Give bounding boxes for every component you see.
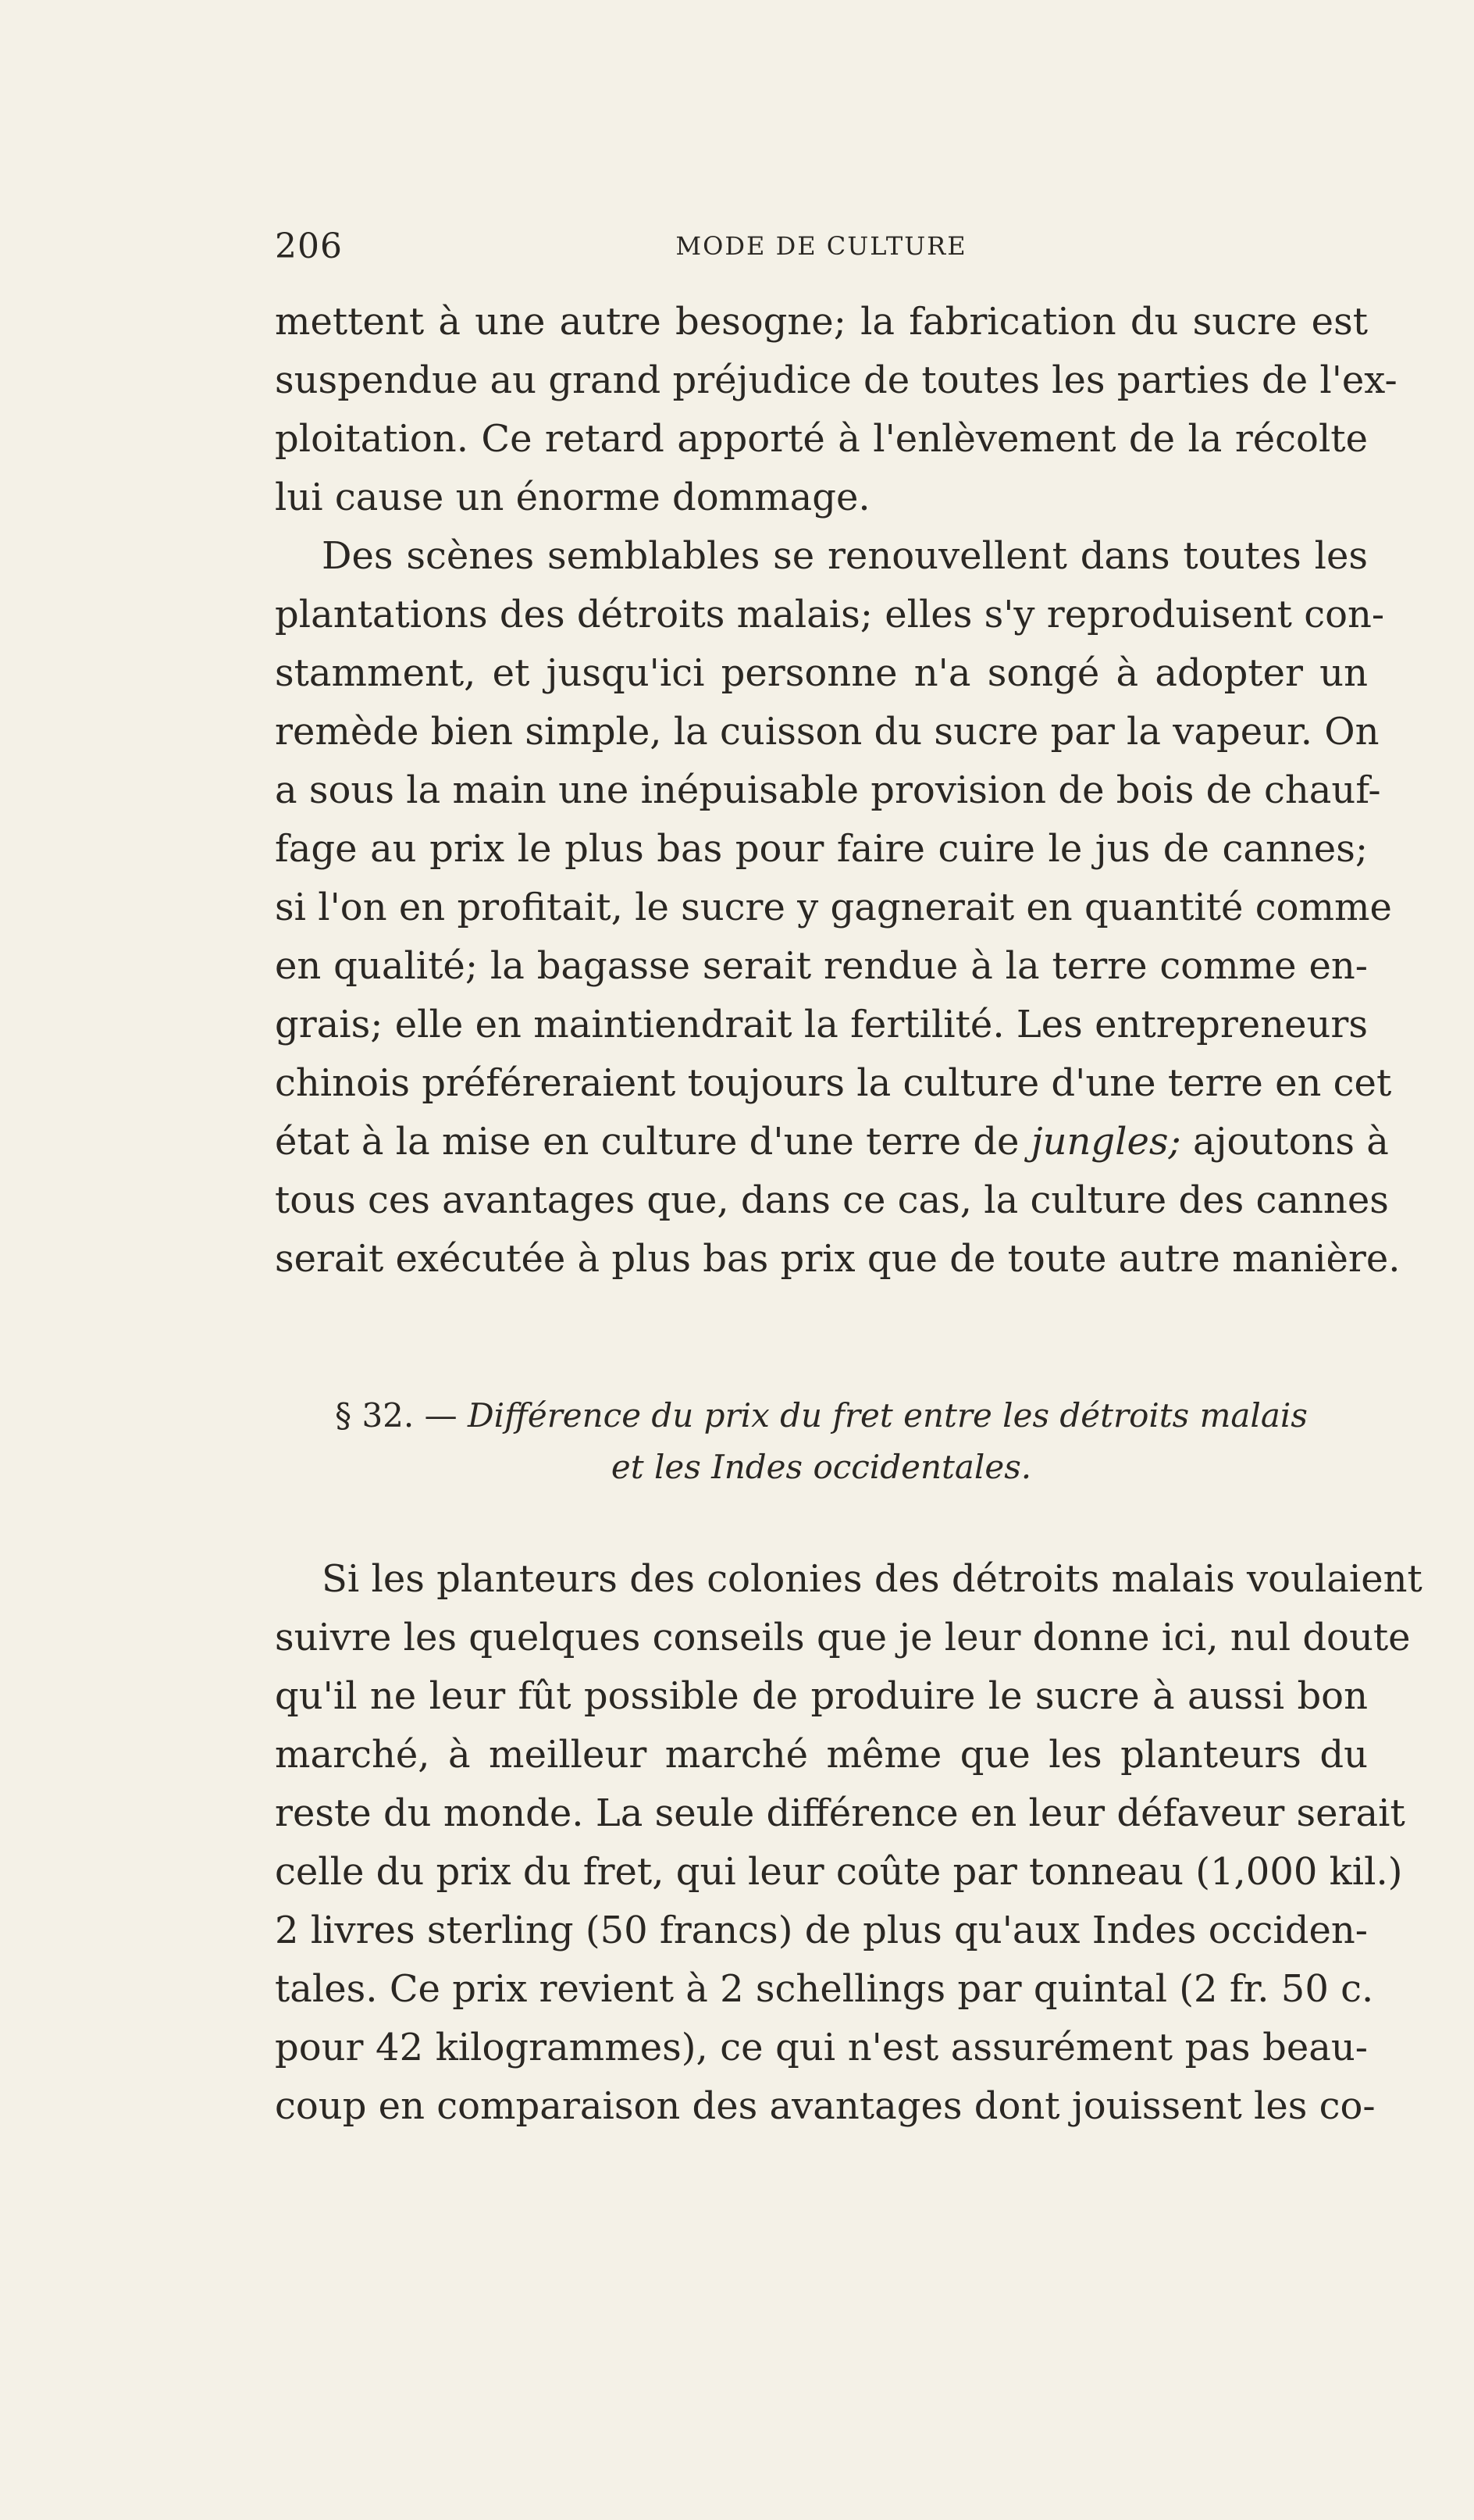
section-title-part-2: et les Indes occidentales.	[611, 1448, 1032, 1486]
text-line: marché, à meilleur marché même que les planteurs du	[275, 1733, 1368, 1777]
text-line: qu'il ne leur fût possible de produire le sucre à aussi bon	[275, 1674, 1368, 1718]
text-line: a sous la main une inépuisable provision de bois de chauf-	[275, 768, 1381, 812]
text-line: lui cause un énorme dommage.	[275, 476, 871, 519]
text-segment: ajoutons à	[1180, 1120, 1389, 1164]
italic-word: jungles;	[1031, 1120, 1181, 1164]
text-line: celle du prix du fret, qui leur coûte par tonneau (1,000 kil.)	[275, 1850, 1403, 1894]
text-segment: état à la mise en culture d'une terre de	[275, 1120, 1031, 1164]
text-line: mettent à une autre besogne; la fabrication du sucre est	[275, 300, 1368, 344]
text-line: en qualité; la bagasse serait rendue à la terre comme en-	[275, 944, 1368, 988]
text-line: tales. Ce prix revient à 2 schellings par quintal (2 fr. 50 c.	[275, 1967, 1374, 2011]
section-heading	[275, 1390, 1368, 1493]
text-line: reste du monde. La seule différence en leur défaveur serait	[275, 1791, 1405, 1835]
text-line: tous ces avantages que, dans ce cas, la culture des cannes	[275, 1178, 1389, 1222]
text-line: chinois préféreraient toujours la culture d'une terre en cet	[275, 1061, 1392, 1105]
section-number: § 32. —	[335, 1396, 458, 1435]
text-line: serait exécutée à plus bas prix que de toute autre manière.	[275, 1237, 1401, 1281]
text-line: remède bien simple, la cuisson du sucre par la vapeur. On	[275, 710, 1380, 754]
section-heading-line-1	[275, 1390, 1368, 1442]
text-line: pour 42 kilogrammes), ce qui n'est assurément pas beau-	[275, 2026, 1368, 2069]
text-line: stamment, et jusqu'ici personne n'a songé à adopter un	[275, 651, 1368, 695]
page-header	[275, 226, 1368, 273]
text-line: suivre les quelques conseils que je leur donne ici, nul doute	[275, 1616, 1411, 1659]
running-head: MODE DE CULTURE	[675, 231, 967, 261]
text-line: grais; elle en maintiendrait la fertilité. Les entrepreneurs	[275, 1003, 1368, 1046]
text-line: 2 livres sterling (50 francs) de plus qu'aux Indes occiden-	[275, 1909, 1368, 1952]
section-title-part-1: Différence du prix du fret entre les détroits malais	[467, 1396, 1308, 1435]
text-line: plantations des détroits malais; elles s'y reproduisent con-	[275, 593, 1385, 636]
text-line: si l'on en profitait, le sucre y gagnerait en quantité comme	[275, 886, 1392, 929]
page-number: 206	[275, 226, 343, 266]
text-line: Si les planteurs des colonies des détroits malais voulaient	[322, 1557, 1422, 1601]
text-line: ploitation. Ce retard apporté à l'enlèvement de la récolte	[275, 417, 1368, 461]
text-line: Des scènes semblables se renouvellent dans toutes les	[322, 534, 1368, 578]
paragraph-3	[275, 1550, 1422, 2136]
text-line: fage au prix le plus bas pour faire cuire le jus de cannes;	[275, 827, 1368, 871]
text-line: coup en comparaison des avantages dont jouissent les co-	[275, 2084, 1376, 2128]
paragraph-1	[275, 293, 1401, 1289]
text-line: suspendue au grand préjudice de toutes les parties de l'ex-	[275, 358, 1397, 402]
text-line-mixed	[275, 1113, 1389, 1171]
